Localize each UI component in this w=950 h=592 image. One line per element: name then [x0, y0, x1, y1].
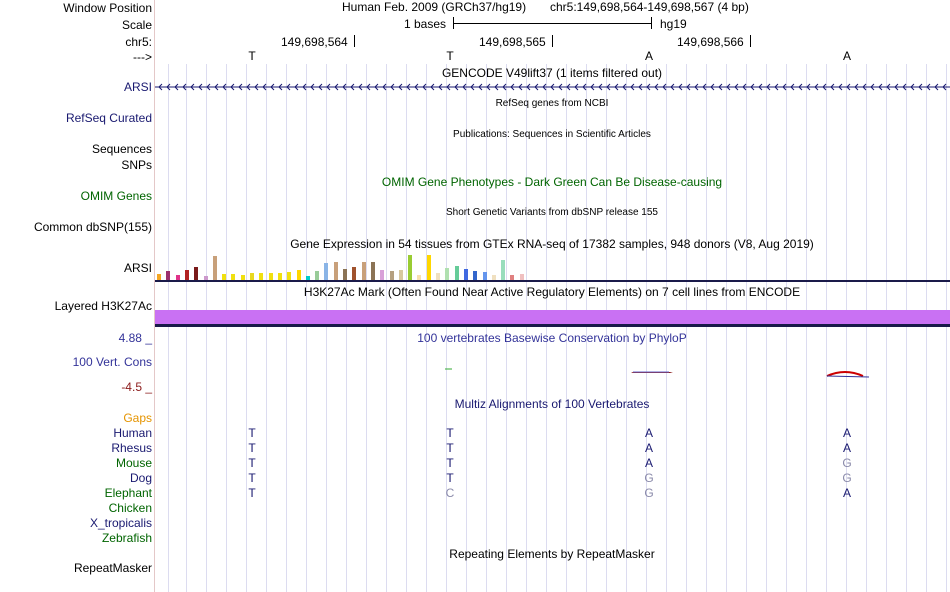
position-text: chr5:149,698,564-149,698,567 (4 bp) [550, 0, 749, 14]
omim-genes-label[interactable]: OMIM Genes [80, 189, 152, 203]
gtex-tissue-bar[interactable] [408, 255, 412, 280]
gridline [206, 64, 207, 592]
alignment-base: A [842, 441, 851, 455]
gridline [606, 64, 607, 592]
gtex-tissue-bar[interactable] [250, 273, 254, 280]
gridline [586, 64, 587, 592]
alignment-base: T [248, 456, 256, 470]
common-dbsnp-label[interactable]: Common dbSNP(155) [33, 220, 152, 234]
alignment-base: T [446, 456, 454, 470]
gridline [766, 64, 767, 592]
gridline [906, 64, 907, 592]
snps-label[interactable]: SNPs [121, 158, 152, 172]
alignment-base: T [248, 486, 256, 500]
track-separator [155, 280, 950, 282]
gtex-tissue-bar[interactable] [473, 271, 477, 280]
multiz-track-title: Multiz Alignments of 100 Vertebrates [454, 397, 650, 411]
gridline [346, 64, 347, 592]
species-label: Chicken [108, 501, 152, 515]
scale-bar-right [651, 17, 652, 29]
ruler-coord-1: 149,698,564 [281, 35, 348, 49]
gridline [866, 64, 867, 592]
alignment-base: A [644, 426, 653, 440]
phylop-max-label: 4.88 _ [118, 331, 152, 345]
scale-text: 1 bases [404, 17, 447, 31]
track-image[interactable] [155, 0, 950, 592]
gtex-tissue-bar[interactable] [399, 270, 403, 280]
layered-h3k27ac-label[interactable]: Layered H3K27Ac [54, 299, 152, 313]
gtex-tissue-bar[interactable] [464, 269, 468, 280]
gridline [686, 64, 687, 592]
ruler-tick [750, 35, 751, 47]
gridline [666, 64, 667, 592]
alignment-base: T [446, 441, 454, 455]
gridline [366, 64, 367, 592]
vert-cons-label[interactable]: 100 Vert. Cons [72, 355, 152, 369]
strand-label: ---> [133, 50, 152, 64]
ruler-coord-2: 149,698,565 [479, 35, 546, 49]
publications-track-title: Publications: Sequences in Scientific Articles [453, 129, 651, 140]
species-label: Elephant [104, 486, 152, 500]
gridline [168, 64, 169, 592]
alignment-base: T [248, 426, 256, 440]
dbsnp-track-title: Short Genetic Variants from dbSNP release 155 [446, 207, 658, 218]
gridline [746, 64, 747, 592]
alignment-base: G [644, 471, 654, 485]
gridline [826, 64, 827, 592]
gtex-tissue-bar[interactable] [352, 267, 356, 280]
gridline [546, 64, 547, 592]
gtex-tissue-bar[interactable] [259, 273, 263, 280]
db-label: hg19 [660, 17, 687, 31]
track-separator [155, 324, 950, 327]
alignment-base: A [842, 486, 851, 500]
repeatmasker-label[interactable]: RepeatMasker [73, 561, 152, 575]
gtex-tissue-bar[interactable] [436, 273, 440, 280]
gridline [386, 64, 387, 592]
arsi-gene-feature[interactable] [155, 82, 950, 92]
species-label: Rhesus [111, 441, 152, 455]
phylop-graph[interactable] [155, 360, 950, 382]
gridline [526, 64, 527, 592]
gridline [466, 64, 467, 592]
gtex-tissue-bar[interactable] [390, 271, 394, 280]
refseq-track-title: RefSeq genes from NCBI [495, 98, 609, 109]
gtex-tissue-bar[interactable] [297, 270, 301, 280]
alignment-base: G [842, 456, 852, 470]
gridline [426, 64, 427, 592]
ref-base: T [248, 49, 256, 63]
species-label: Dog [129, 471, 152, 485]
gridline [306, 64, 307, 592]
gtex-tissue-bar[interactable] [315, 271, 319, 280]
h3k27ac-track-title: H3K27Ac Mark (Often Found Near Active Regulatory Elements) on 7 cell lines from ENCODE [303, 285, 801, 299]
gridline [926, 64, 927, 592]
gridline [726, 64, 727, 592]
alignment-base: T [248, 441, 256, 455]
h3k27ac-signal[interactable] [155, 310, 950, 324]
gridline [946, 64, 947, 592]
ruler-coord-3: 149,698,566 [677, 35, 744, 49]
gtex-tissue-bar[interactable] [278, 273, 282, 280]
gridline [286, 64, 287, 592]
gencode-track-title: GENCODE V49lift37 (1 items filtered out) [441, 66, 663, 80]
gtex-tissue-bar[interactable] [483, 272, 487, 280]
assembly-name: Human Feb. 2009 (GRCh37/hg19) [342, 0, 527, 14]
gtex-tissue-bar[interactable] [380, 270, 384, 280]
gtex-tissue-bar[interactable] [334, 262, 338, 280]
phylop-track-title: 100 vertebrates Basewise Conservation by PhyloP [417, 331, 687, 345]
species-label: Mouse [115, 456, 152, 470]
gtex-tissue-bar[interactable] [371, 262, 375, 280]
gridline [406, 64, 407, 592]
gridline [506, 64, 507, 592]
scale-label: Scale [121, 18, 152, 32]
gridline [846, 64, 847, 592]
gridline [446, 64, 447, 592]
alignment-base: T [248, 471, 256, 485]
chrom-label: chr5: [125, 35, 152, 49]
species-label: Human [113, 426, 152, 440]
gridline [806, 64, 807, 592]
gridline [646, 64, 647, 592]
species-label: Zebrafish [101, 531, 152, 545]
gtex-tissue-bar[interactable] [427, 255, 431, 280]
gridline [266, 64, 267, 592]
alignment-base: C [445, 486, 455, 500]
alignment-base: A [644, 456, 653, 470]
repeatmasker-track-title: Repeating Elements by RepeatMasker [449, 547, 655, 561]
phylop-min-label: -4.5 _ [121, 380, 152, 394]
gtex-tissue-bar[interactable] [269, 273, 273, 280]
alignment-base: A [842, 426, 851, 440]
gridline [326, 64, 327, 592]
gridline [226, 64, 227, 592]
gtex-tissue-bar[interactable] [362, 262, 366, 280]
species-label: X_tropicalis [89, 516, 152, 530]
gridline [786, 64, 787, 592]
ref-base: A [842, 49, 851, 63]
gtex-tissue-bar[interactable] [445, 268, 449, 280]
gridline [486, 64, 487, 592]
alignment-base: A [644, 441, 653, 455]
sequences-label[interactable]: Sequences [91, 142, 152, 156]
gridline [566, 64, 567, 592]
ref-base: A [644, 49, 653, 63]
gtex-track-title: Gene Expression in 54 tissues from GTEx RNA-seq of 17382 samples, 948 donors (V8, Aug 2019) [290, 237, 814, 251]
gtex-tissue-bar[interactable] [185, 270, 189, 280]
gridline [186, 64, 187, 592]
gtex-tissue-bar[interactable] [343, 269, 347, 280]
ruler-tick [354, 35, 355, 47]
window-position-label: Window Position [63, 1, 152, 15]
gridline [626, 64, 627, 592]
gtex-tissue-bar[interactable] [287, 272, 291, 280]
alignment-base: T [446, 426, 454, 440]
alignment-base: T [446, 471, 454, 485]
refseq-curated-label[interactable]: RefSeq Curated [65, 111, 152, 125]
ref-base: T [446, 49, 454, 63]
alignment-base: G [644, 486, 654, 500]
gtex-tissue-bar[interactable] [501, 260, 505, 280]
gtex-tissue-bar[interactable] [213, 256, 217, 280]
omim-track-title: OMIM Gene Phenotypes - Dark Green Can Be Disease-causing [381, 175, 723, 189]
gridline [706, 64, 707, 592]
gtex-tissue-bar[interactable] [324, 263, 328, 280]
gtex-tissue-bar[interactable] [194, 267, 198, 280]
alignment-base: G [842, 471, 852, 485]
scale-bar [453, 23, 651, 24]
gtex-bar-graph[interactable] [155, 251, 555, 280]
arsi-gene-label[interactable]: ARSI [123, 80, 152, 94]
gtex-tissue-bar[interactable] [166, 271, 170, 280]
gtex-tissue-bar[interactable] [455, 266, 459, 280]
gridline [246, 64, 247, 592]
gtex-arsi-label[interactable]: ARSI [123, 261, 152, 275]
gaps-label: Gaps [123, 411, 152, 425]
gridline [886, 64, 887, 592]
ruler-tick [552, 35, 553, 47]
